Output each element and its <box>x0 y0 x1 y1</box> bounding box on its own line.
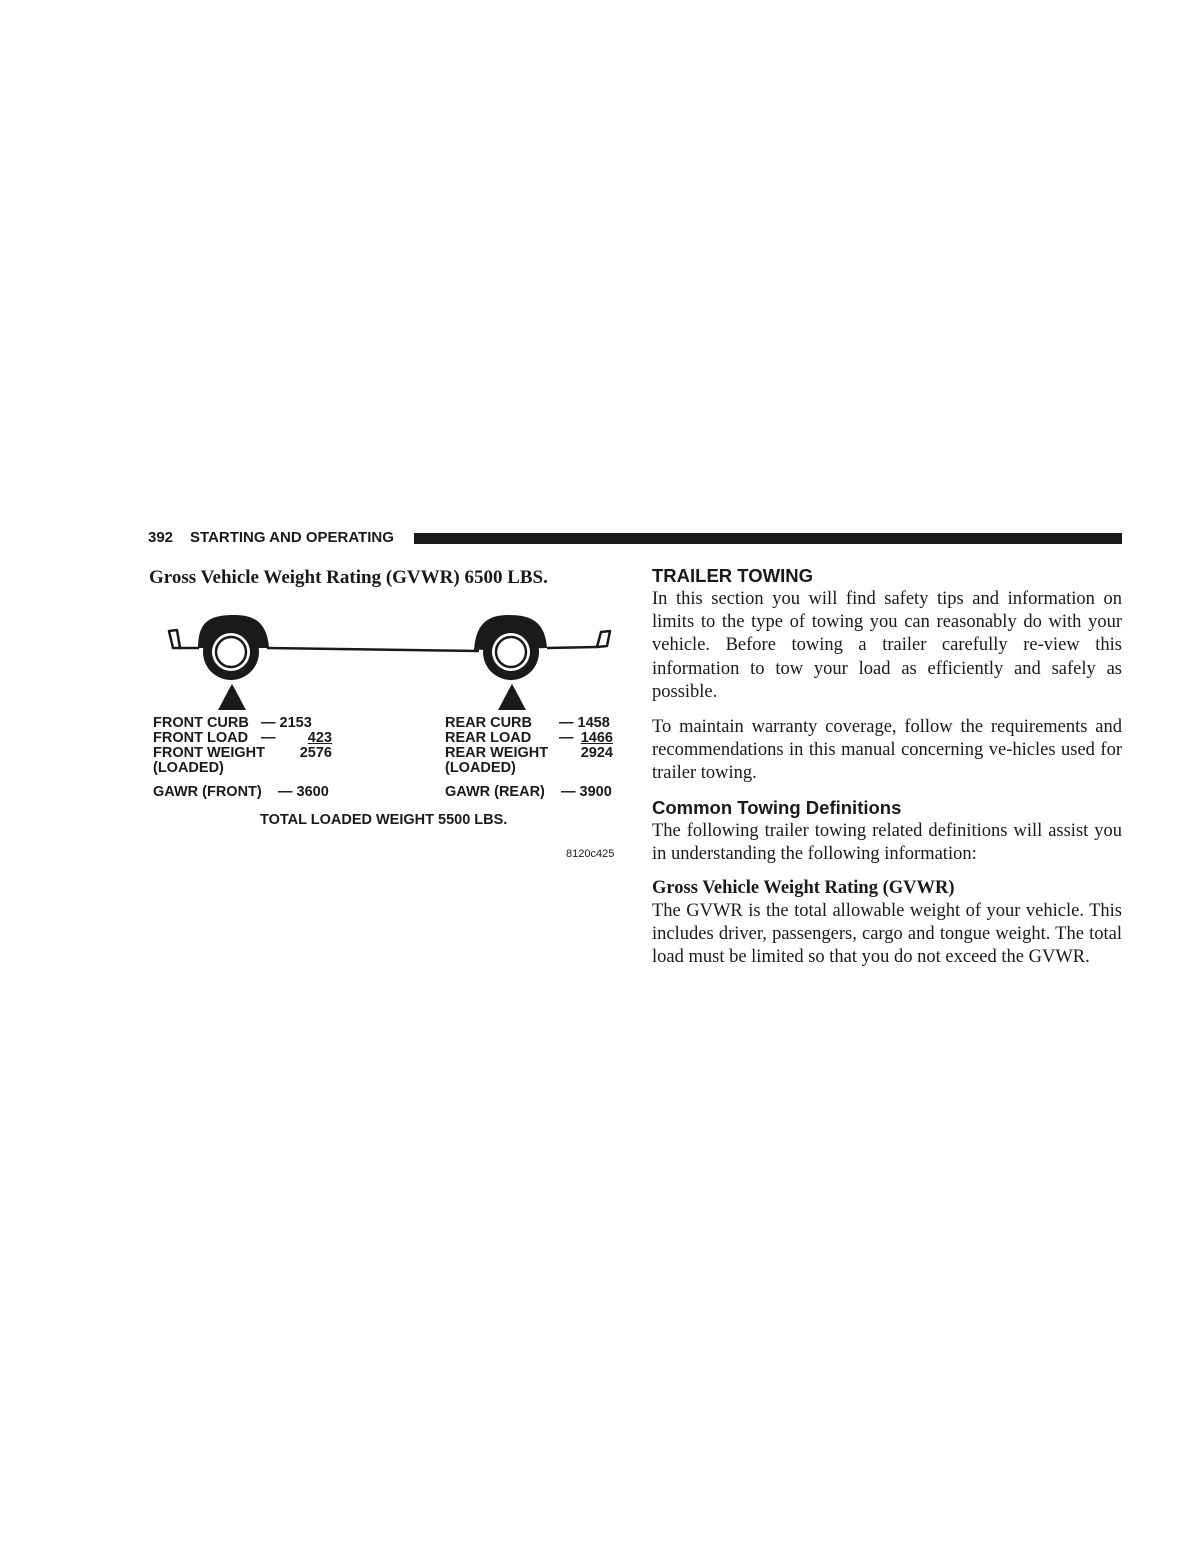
front-weight-label-2: (LOADED) <box>153 760 224 776</box>
front-load-label: FRONT LOAD <box>153 730 249 746</box>
section-heading: TRAILER TOWING <box>652 565 814 586</box>
figure-code: 8120c425 <box>566 848 615 860</box>
page-header <box>148 529 1122 549</box>
section-title: STARTING AND OPERATING <box>190 529 394 546</box>
front-gawr-value: — 3600 <box>278 784 329 800</box>
front-curb-value: — 2153 <box>261 715 312 731</box>
warranty-paragraph: To maintain warranty coverage, follow the requirements and recommendations in this manual concerning ve-hicles used for trailer towing. <box>652 717 1122 784</box>
definition-heading: Gross Vehicle Weight Rating (GVWR) <box>652 878 955 899</box>
gvwr-definition: The GVWR is the total allowable weight of your vehicle. This includes driver, passengers, cargo and tongue weight. The total load must be limited so that you do not exceed the GVWR. <box>652 901 1122 968</box>
vehicle-weight-diagram <box>149 600 619 870</box>
rear-weight-value: 2924 <box>580 745 613 761</box>
rear-load-dash: — <box>559 730 574 746</box>
rear-load-label: REAR LOAD <box>445 730 532 746</box>
front-load-dash: — <box>261 730 276 746</box>
rear-load-value: 1466 <box>580 730 613 746</box>
front-gawr-label: GAWR (FRONT) <box>153 784 262 800</box>
rear-curb-value: — 1458 <box>559 715 610 731</box>
intro-paragraph: In this section you will find safety tips and information on limits to the type of towing you can reasonably do with your vehicle. Before towing a trailer carefully re-view this information to tow your load as efficiently and safely as possible. <box>652 589 1122 702</box>
figure-title: Gross Vehicle Weight Rating (GVWR) 6500 LBS. <box>149 567 548 588</box>
page-number: 392 <box>148 529 174 546</box>
header-rule <box>414 533 1122 544</box>
total-loaded-weight: TOTAL LOADED WEIGHT 5500 LBS. <box>260 812 508 828</box>
weight-arrows-icon <box>149 600 619 720</box>
subsection-heading: Common Towing Definitions <box>652 796 902 818</box>
main-text <box>652 564 1122 970</box>
rear-curb-label: REAR CURB <box>445 715 532 731</box>
rear-weight-label-2: (LOADED) <box>445 760 516 776</box>
front-curb-label: FRONT CURB <box>153 715 249 731</box>
rear-weight-label: REAR WEIGHT <box>445 745 549 761</box>
front-weight-value: 2576 <box>299 745 332 761</box>
definitions-intro: The following trailer towing related definitions will assist you in understanding the following information: <box>652 820 1122 864</box>
front-load-value: 423 <box>307 730 332 746</box>
front-weight-label: FRONT WEIGHT <box>153 745 265 761</box>
rear-gawr-label: GAWR (REAR) <box>445 784 545 800</box>
rear-gawr-value: — 3900 <box>561 784 612 800</box>
